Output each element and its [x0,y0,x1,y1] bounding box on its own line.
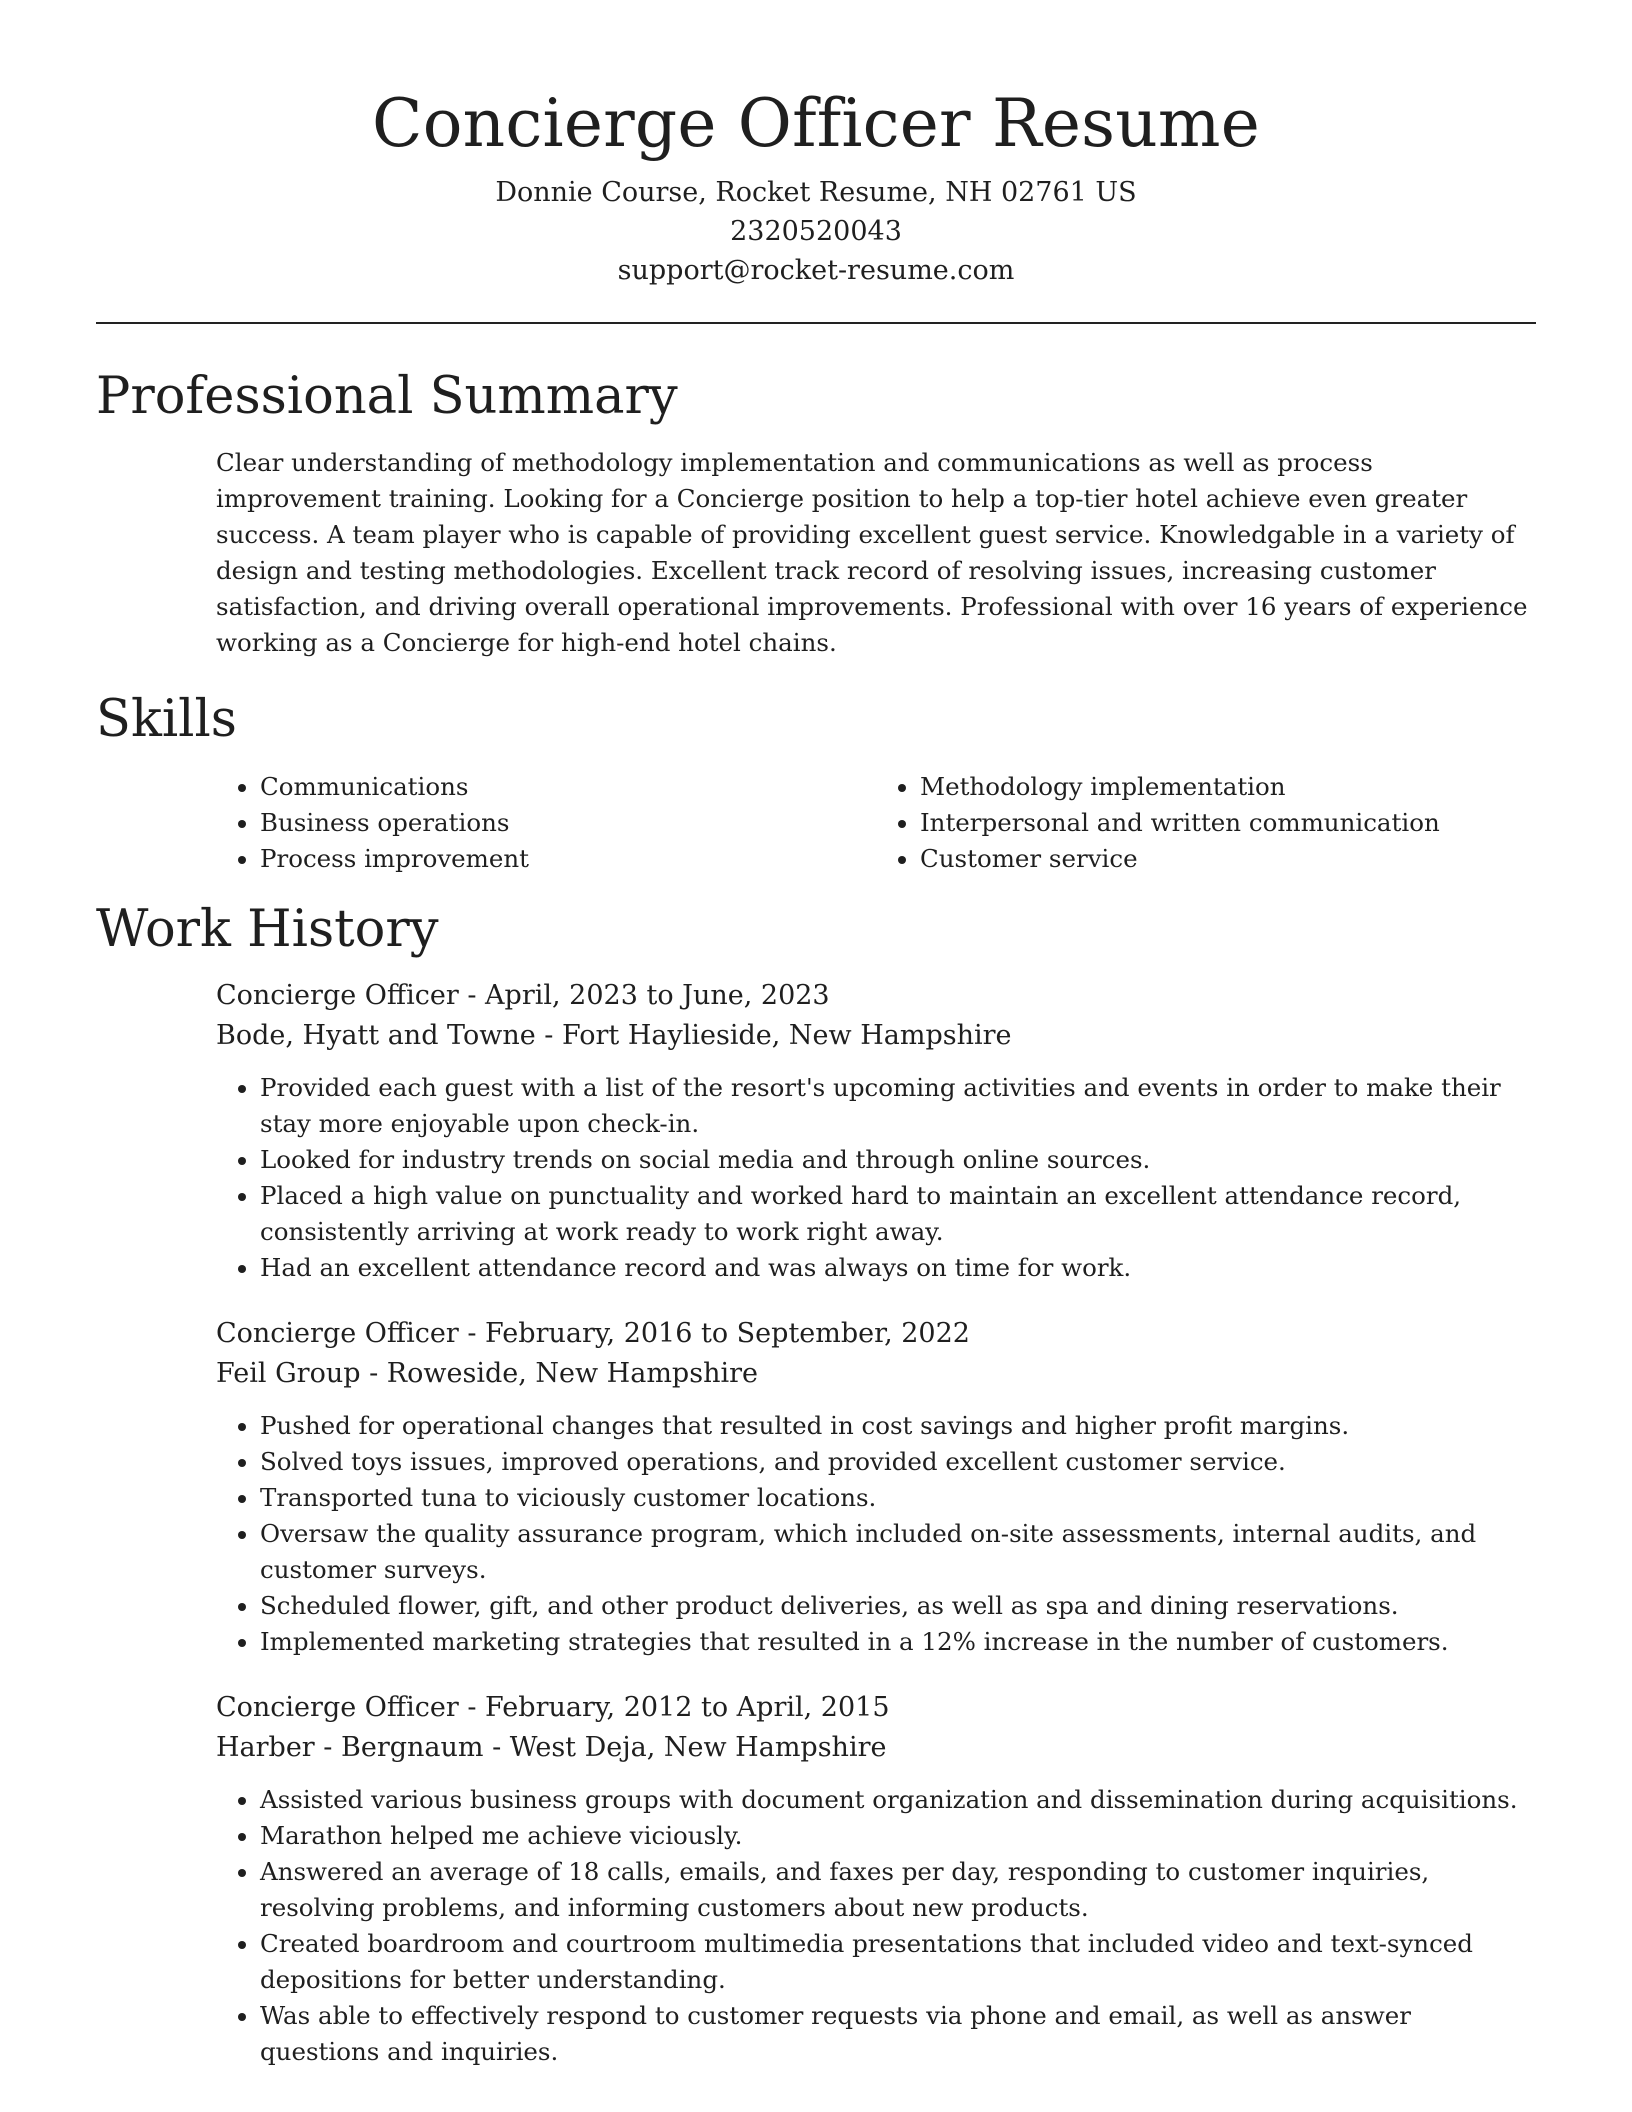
job-bullet: • Provided each guest with a list of the resort's upcoming activities and events in order to make their stay more enjoyable upon check-in. [260,1070,1536,1142]
job-role-line: Concierge Officer - February, 2012 to April, 2015 [216,1691,890,1723]
skill-item: • Process improvement [260,841,876,877]
job-company-line: Feil Group - Roweside, New Hampshire [216,1357,758,1389]
work-history-section [96,899,1536,2070]
job-entry [216,1688,1536,2070]
job-company: Bode, Hyatt and Towne [216,1019,536,1051]
job-bullet: • Was able to effectively respond to customer requests via phone and email, as well as answer questions and inquiries. [260,1998,1536,2070]
job-bullet: • Transported tuna to viciously customer locations. [260,1480,1536,1516]
job-role-line: Concierge Officer - April, 2023 to June, 2023 [216,979,830,1011]
job-company-line: Harber - Bergnaum - West Deja, New Hampshire [216,1731,887,1763]
contact-info [96,173,1536,290]
job-bullet: • Implemented marketing strategies that resulted in a 12% increase in the number of customers. [260,1624,1536,1660]
job-dates: April, 2023 to June, 2023 [485,979,830,1011]
job-role-line: Concierge Officer - February, 2016 to September, 2022 [216,1317,970,1349]
skills-column-right [876,769,1536,877]
job-company: Harber - Bergnaum [216,1731,484,1763]
header-divider [96,322,1536,324]
job-bullet: • Created boardroom and courtroom multimedia presentations that included video and text-synced depositions for better understanding. [260,1926,1536,1998]
skill-item: • Customer service [920,841,1536,877]
job-bullet: • Placed a high value on punctuality and worked hard to maintain an excellent attendance record, consistently arriving at work ready to work right away. [260,1178,1536,1250]
job-bullet: • Looked for industry trends on social media and through online sources. [260,1142,1536,1178]
job-dates: February, 2016 to September, 2022 [485,1317,970,1349]
job-role: Concierge Officer [216,979,459,1011]
job-bullet: • Had an excellent attendance record and was always on time for work. [260,1250,1536,1286]
skills-grid [216,769,1536,877]
skills-heading: Skills [96,690,237,750]
resume-header [96,0,1536,290]
skills-column-left [216,769,876,877]
job-bullet: • Solved toys issues, improved operations, and provided excellent customer service. [260,1444,1536,1480]
job-bullet: • Answered an average of 18 calls, emails, and faxes per day, responding to customer inquiries, resolving problems, and informing customers about new products. [260,1854,1536,1926]
contact-address: Donnie Course, Rocket Resume, NH 02761 US [495,177,1137,209]
contact-email: support@rocket-resume.com [617,255,1015,287]
job-location: West Deja, New Hampshire [509,1731,887,1763]
job-bullets [216,1782,1536,2070]
skill-item: • Communications [260,769,876,805]
job-bullet: • Scheduled flower, gift, and other product deliveries, as well as spa and dining reservations. [260,1588,1536,1624]
job-entry [216,976,1536,1286]
job-company-line: Bode, Hyatt and Towne - Fort Haylieside, New Hampshire [216,1019,1012,1051]
skill-item: • Business operations [260,805,876,841]
job-dates: February, 2012 to April, 2015 [485,1691,890,1723]
skill-item: • Methodology implementation [920,769,1536,805]
job-location: Roweside, New Hampshire [386,1357,758,1389]
work-history-heading: Work History [96,899,439,959]
skill-item: • Interpersonal and written communication [920,805,1536,841]
summary-section [96,366,1536,661]
job-entry [216,1314,1536,1660]
job-bullet: • Marathon helped me achieve viciously. [260,1818,1536,1854]
contact-phone: 2320520043 [730,216,902,248]
resume-title: Concierge Officer Resume [372,85,1260,162]
summary-heading: Professional Summary [96,367,678,427]
job-bullets [216,1070,1536,1286]
job-role: Concierge Officer [216,1691,459,1723]
job-role: Concierge Officer [216,1317,459,1349]
job-location: Fort Haylieside, New Hampshire [562,1019,1012,1051]
job-bullet: • Pushed for operational changes that resulted in cost savings and higher profit margins. [260,1408,1536,1444]
job-bullet: • Assisted various business groups with document organization and dissemination during acquisitions. [260,1782,1536,1818]
job-bullet: • Oversaw the quality assurance program, which included on-site assessments, internal audits, and customer surveys. [260,1516,1536,1588]
job-company: Feil Group [216,1357,361,1389]
job-bullets [216,1408,1536,1660]
skills-section [96,689,1536,876]
summary-text: Clear understanding of methodology implementation and communications as well as process improvement training. Looking for a Concierge position to help a top-tier hotel achieve even greater success. A team player who is capable of providing excellent guest service. Knowledgable in a variety of design and testing methodologies. Excellent track record of resolving issues, increasing customer satisfaction, and driving overall operational improvements. Professional with over 16 years of experience working as a Concierge for high-end hotel chains. [216,448,1528,658]
